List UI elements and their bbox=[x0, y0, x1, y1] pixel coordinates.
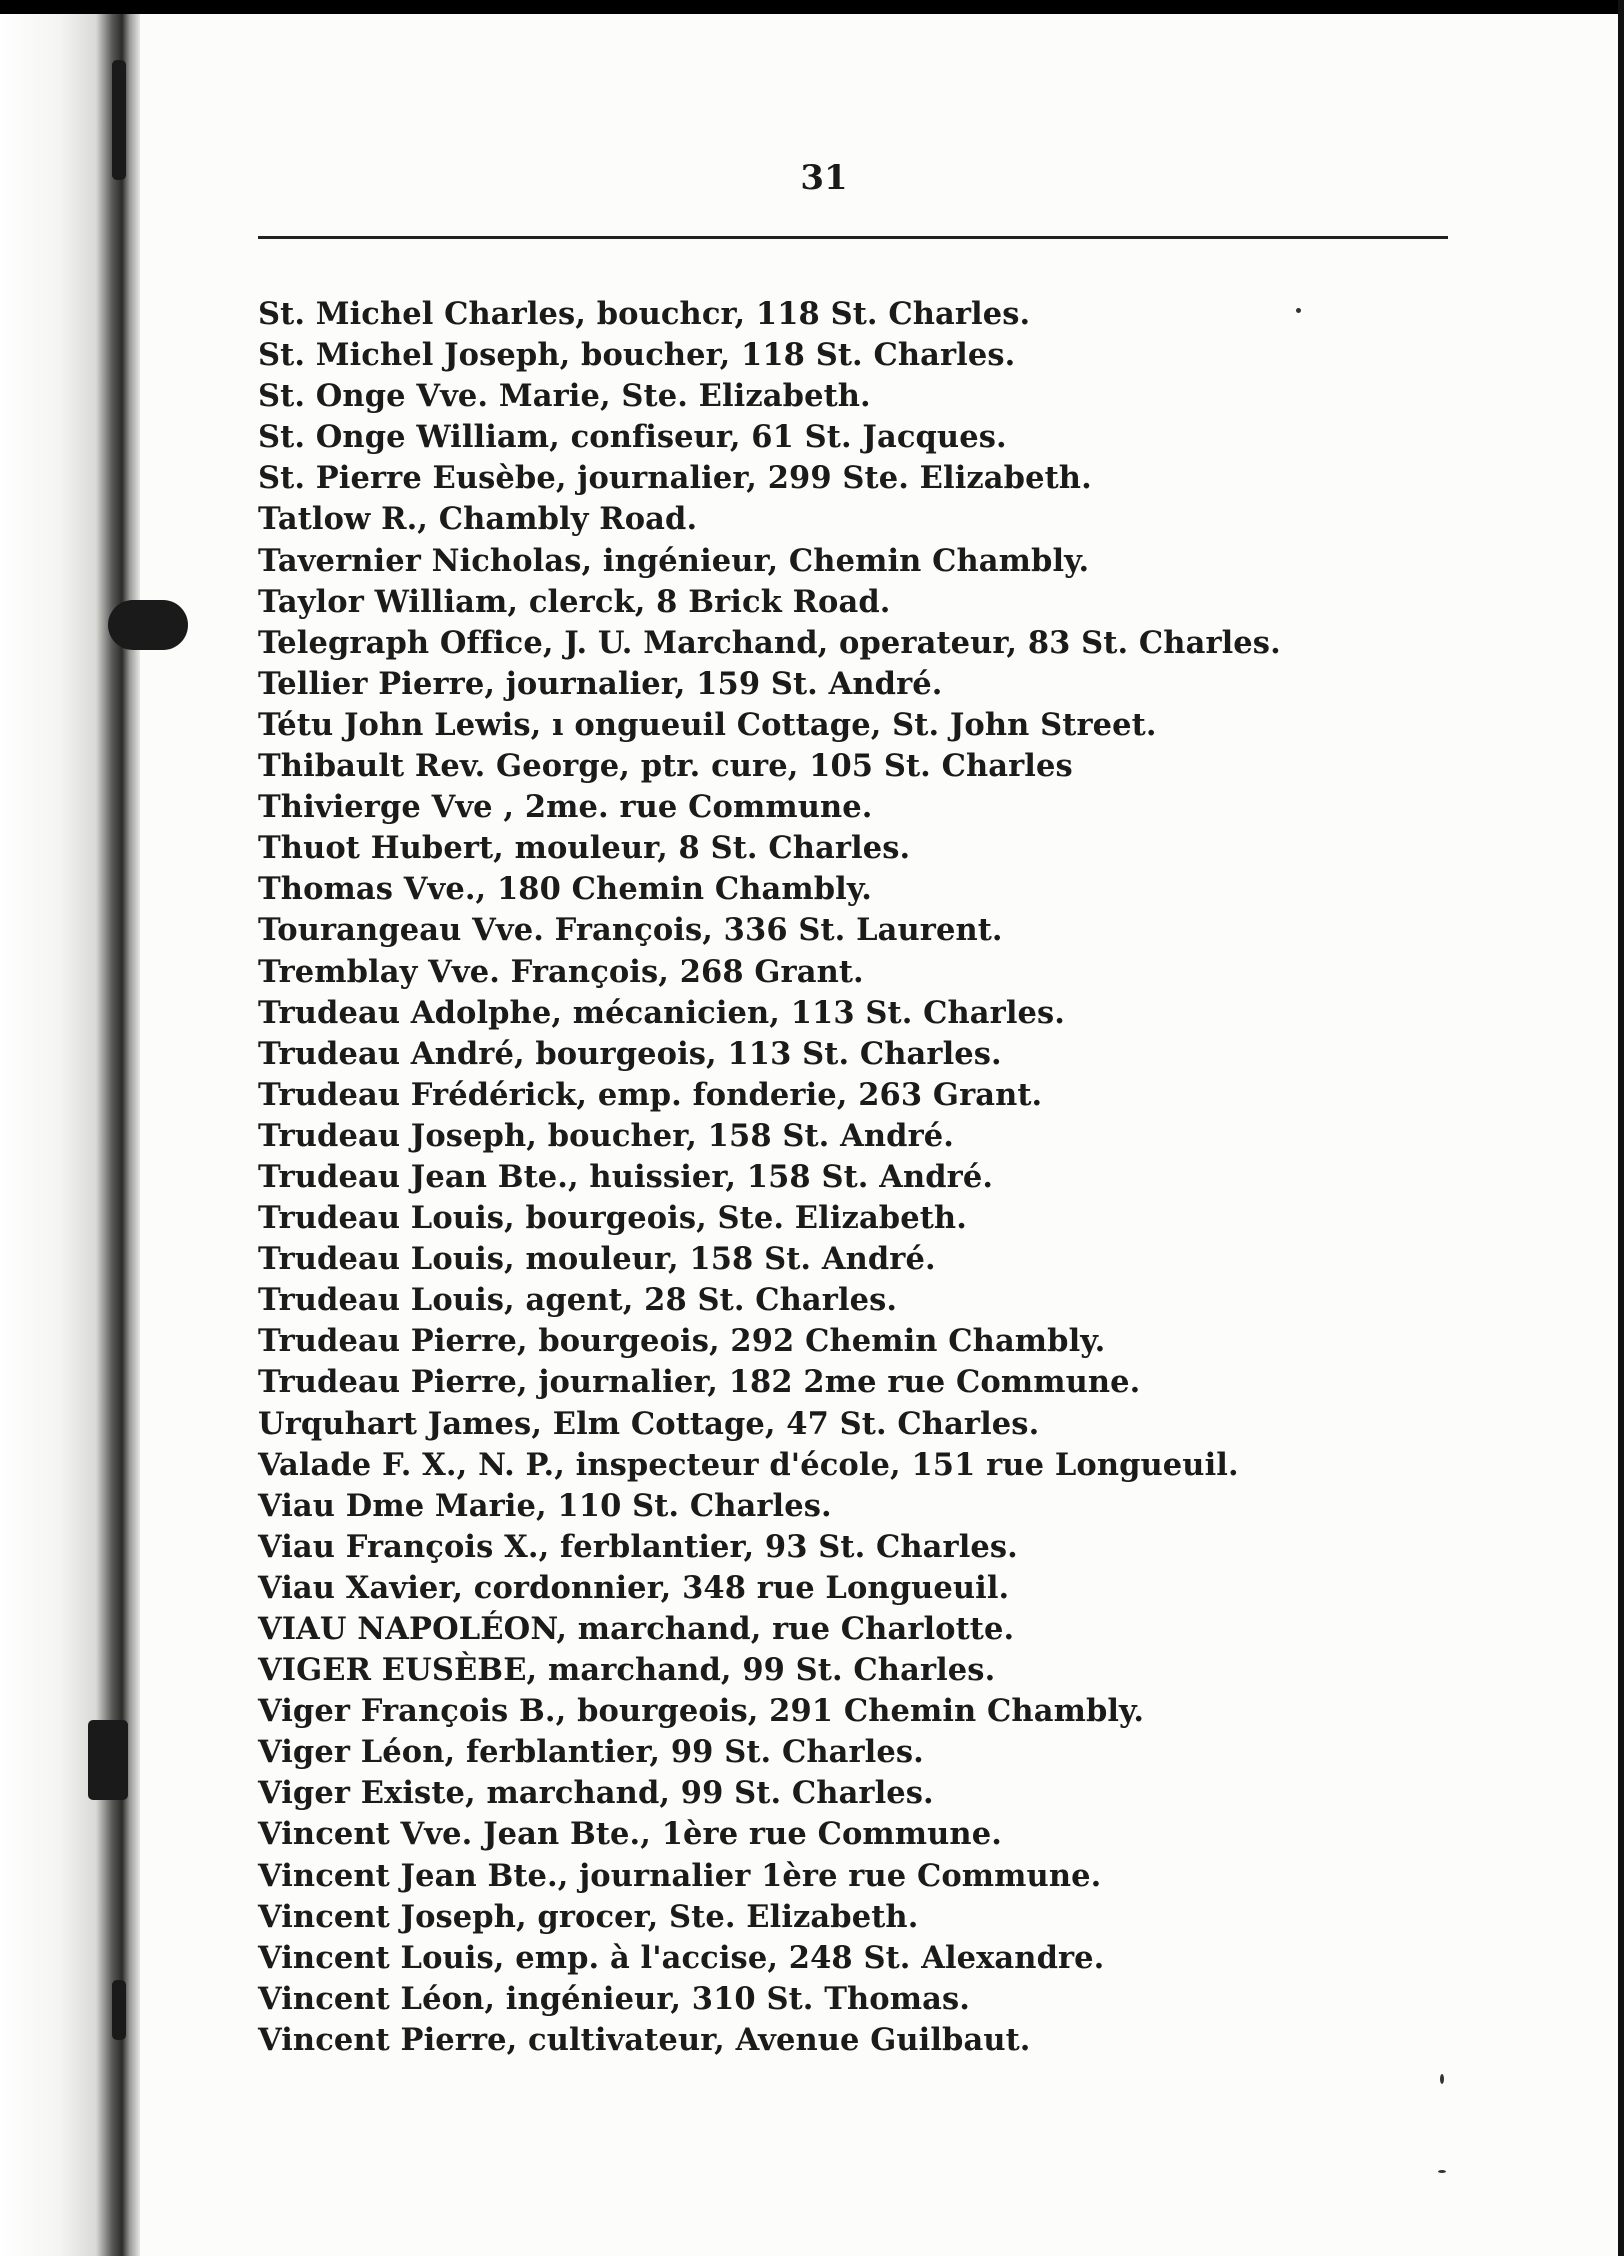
page-number: 31 bbox=[800, 158, 848, 198]
ink-speck bbox=[1438, 2170, 1446, 2173]
directory-entry: Tétu John Lewis, ı ongueuil Cottage, St. John Street. bbox=[258, 706, 1157, 743]
directory-entry: Tatlow R., Chambly Road. bbox=[258, 501, 698, 538]
scan-right-border bbox=[1618, 0, 1624, 2256]
directory-entry: Telegraph Office, J. U. Marchand, operateur, 83 St. Charles. bbox=[258, 624, 1281, 661]
directory-entry: St. Pierre Eusèbe, journalier, 299 Ste. Elizabeth. bbox=[258, 460, 1092, 497]
header-rule bbox=[258, 236, 1448, 239]
ink-speck bbox=[1440, 2074, 1444, 2084]
directory-entry: Trudeau Louis, agent, 28 St. Charles. bbox=[258, 1282, 898, 1319]
binding-stitch bbox=[112, 1980, 126, 2040]
directory-entry: Trudeau Jean Bte., huissier, 158 St. André. bbox=[258, 1158, 994, 1195]
directory-entry: Vincent Vve. Jean Bte., 1ère rue Commune. bbox=[258, 1816, 1002, 1853]
binding-stitch bbox=[88, 1720, 128, 1800]
directory-entry: Thuot Hubert, mouleur, 8 St. Charles. bbox=[258, 830, 911, 867]
directory-entry: Trudeau Joseph, boucher, 158 St. André. bbox=[258, 1117, 954, 1154]
directory-entry: Viger Existe, marchand, 99 St. Charles. bbox=[258, 1775, 934, 1812]
directory-entry: Vincent Joseph, grocer, Ste. Elizabeth. bbox=[258, 1898, 919, 1935]
directory-entry: St. Onge Vve. Marie, Ste. Elizabeth. bbox=[258, 378, 871, 415]
directory-entry: VIAU NAPOLÉON, marchand, rue Charlotte. bbox=[258, 1611, 1015, 1647]
directory-entry: Valade F. X., N. P., inspecteur d'école, 151 rue Longueuil. bbox=[258, 1446, 1239, 1483]
directory-entry: Viau Dme Marie, 110 St. Charles. bbox=[258, 1487, 832, 1524]
directory-entry: Viger Léon, ferblantier, 99 St. Charles. bbox=[258, 1734, 924, 1771]
directory-entry: Tourangeau Vve. François, 336 St. Laurent. bbox=[258, 912, 1003, 949]
directory-entry: Tremblay Vve. François, 268 Grant. bbox=[258, 953, 864, 990]
directory-entry: Thomas Vve., 180 Chemin Chambly. bbox=[258, 871, 872, 908]
directory-entry: Trudeau Pierre, journalier, 182 2me rue Commune. bbox=[258, 1364, 1141, 1401]
directory-entry: Viau François X., ferblantier, 93 St. Charles. bbox=[258, 1528, 1018, 1565]
directory-entry: Tellier Pierre, journalier, 159 St. André. bbox=[258, 665, 943, 702]
ink-speck bbox=[1296, 308, 1301, 313]
scan-top-border bbox=[0, 0, 1624, 14]
directory-entry: Vincent Louis, emp. à l'accise, 248 St. Alexandre. bbox=[258, 1939, 1105, 1976]
directory-entry: Taylor William, clerck, 8 Brick Road. bbox=[258, 583, 891, 620]
directory-entry: Vincent Léon, ingénieur, 310 St. Thomas. bbox=[258, 1980, 970, 2017]
directory-entry: Vincent Jean Bte., journalier 1ère rue Commune. bbox=[258, 1857, 1102, 1894]
directory-entry: Vincent Pierre, cultivateur, Avenue Guilbaut. bbox=[258, 2021, 1031, 2058]
directory-entry: Trudeau Adolphe, mécanicien, 113 St. Charles. bbox=[258, 994, 1066, 1031]
directory-entries bbox=[258, 294, 1578, 2061]
directory-entry: Trudeau Louis, mouleur, 158 St. André. bbox=[258, 1241, 936, 1278]
directory-entry: VIGER EUSÈBE, marchand, 99 St. Charles. bbox=[258, 1652, 996, 1689]
directory-entry: Trudeau Louis, bourgeois, Ste. Elizabeth. bbox=[258, 1200, 967, 1237]
directory-entry: Trudeau André, bourgeois, 113 St. Charles. bbox=[258, 1035, 1002, 1072]
binding-stitch bbox=[108, 600, 188, 650]
book-binding-edge bbox=[0, 14, 140, 2256]
directory-entry: St. Onge William, confiseur, 61 St. Jacques. bbox=[258, 419, 1007, 456]
directory-entry: Thibault Rev. George, ptr. cure, 105 St. Charles bbox=[258, 748, 1073, 785]
directory-entry: St. Michel Joseph, boucher, 118 St. Charles. bbox=[258, 337, 1016, 374]
directory-entry: Urquhart James, Elm Cottage, 47 St. Charles. bbox=[258, 1405, 1040, 1442]
directory-entry: Trudeau Frédérick, emp. fonderie, 263 Grant. bbox=[258, 1076, 1043, 1113]
directory-entry: Viger François B., bourgeois, 291 Chemin Chambly. bbox=[258, 1693, 1145, 1730]
directory-entry: St. Michel Charles, bouchcr, 118 St. Charles. bbox=[258, 296, 1031, 332]
directory-entry: Tavernier Nicholas, ingénieur, Chemin Chambly. bbox=[258, 542, 1090, 579]
directory-entry: Trudeau Pierre, bourgeois, 292 Chemin Chambly. bbox=[258, 1323, 1106, 1360]
directory-entry: Viau Xavier, cordonnier, 348 rue Longueuil. bbox=[258, 1569, 1010, 1606]
directory-entry: Thivierge Vve , 2me. rue Commune. bbox=[258, 789, 873, 826]
